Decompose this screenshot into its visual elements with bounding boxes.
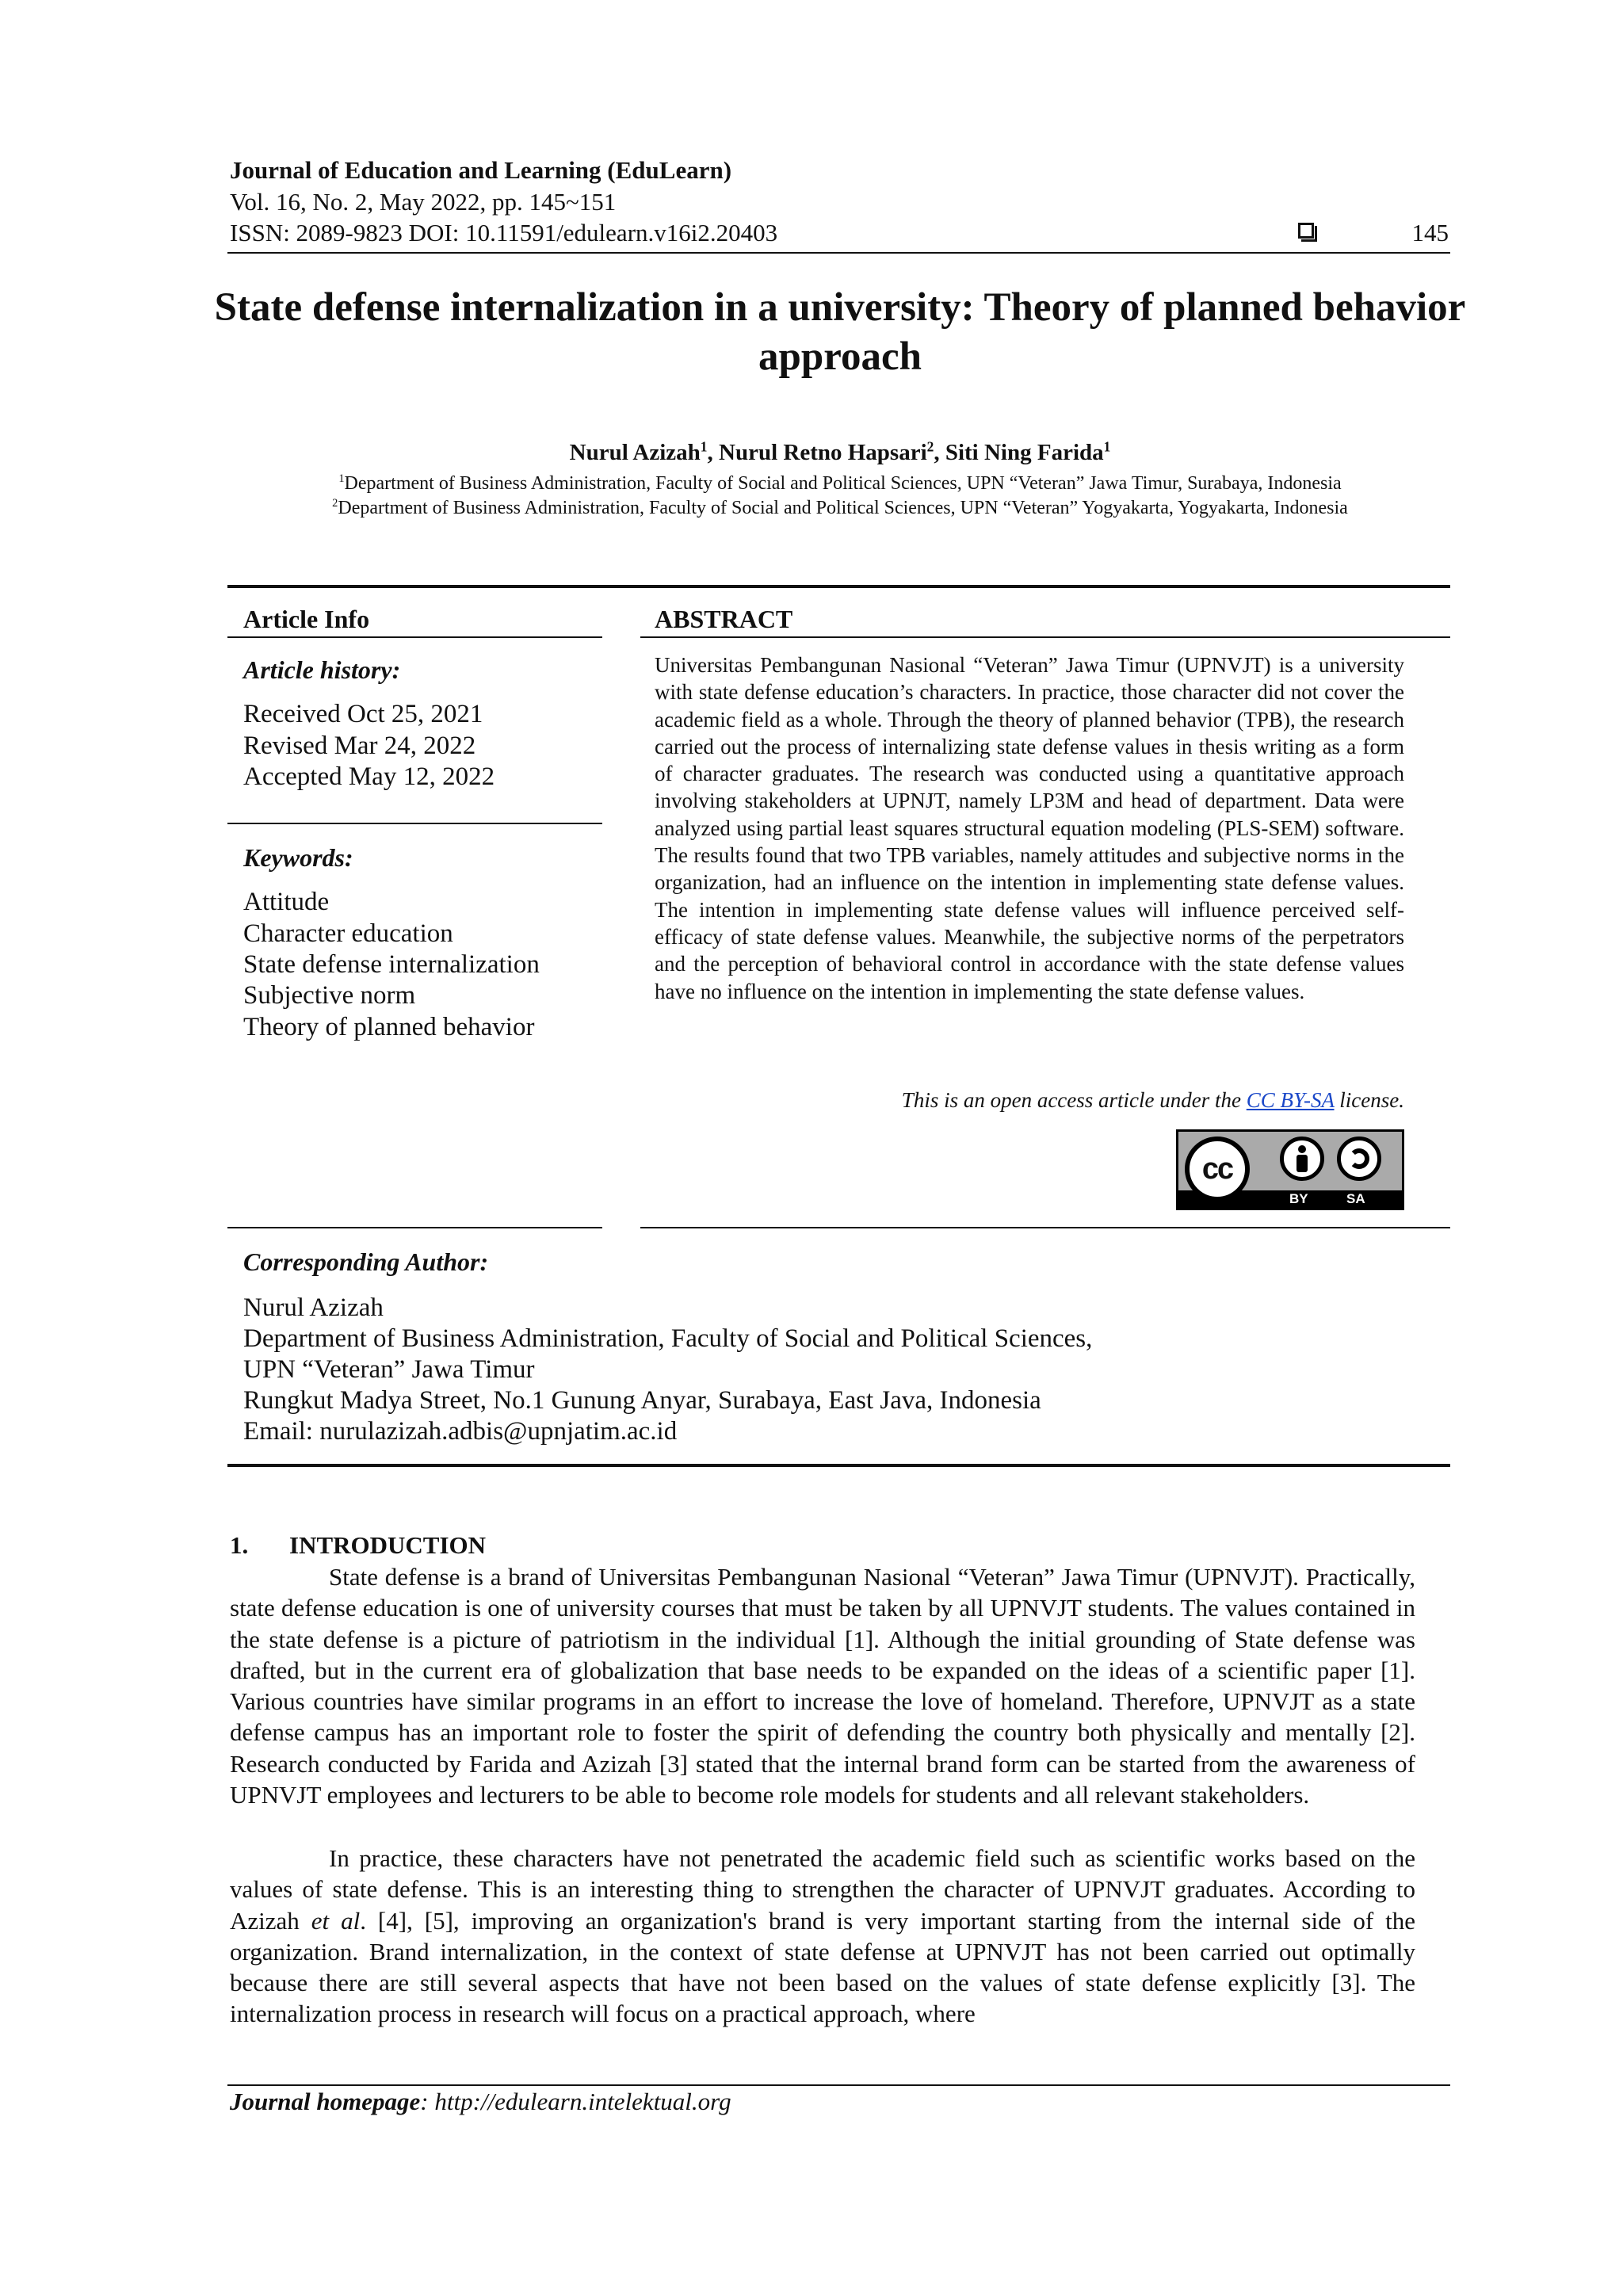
cc-icon: cc [1185, 1137, 1250, 1201]
corresponding-author-email: Email: nurulazizah.adbis@upnjatim.ac.id [243, 1417, 678, 1446]
keywords-rule [227, 823, 602, 824]
homepage-label: Journal homepage [230, 2088, 421, 2115]
paragraph-text: In practice, these characters have not penetrated the academic field such as scientific works based on the values of state defense. This is an interesting thing to strengthen the character of UPNVJT graduates. According to Azizah [230, 1844, 1415, 1935]
affiliation-marker: 1 [338, 472, 345, 485]
section-heading [230, 1531, 486, 1560]
affiliation-text: Department of Business Administration, Faculty of Social and Political Sciences, UPN “Veteran” Yogyakarta, Yogyakarta, Indonesia [338, 498, 1348, 518]
paragraph-text: . [4], [5], improving an organization's brand is very important starting from the internal side of the organization. Brand internalization, in the context of state defense at UPNVJT has not been carried out optimally because there are still several aspects that have not been based on the values of state defense explicitly [3]. The internalization process in research will focus on a practical approach, where [230, 1906, 1415, 2028]
paper-title: State defense internalization in a university: Theory of planned behavior approach [214, 285, 1466, 379]
article-info-rule [227, 636, 602, 638]
attribution-icon [1280, 1137, 1324, 1181]
keywords-label: Keywords: [243, 843, 353, 872]
affiliation-text: Department of Business Administration, Faculty of Social and Political Sciences, UPN “Veteran” Jawa Timur, Surabaya, Indonesia [344, 473, 1342, 494]
keyword: Character education [243, 919, 453, 948]
journal-volume: Vol. 16, No. 2, May 2022, pp. 145~151 [230, 188, 617, 216]
abstract-heading: ABSTRACT [655, 605, 793, 633]
page-number: 145 [1411, 219, 1449, 246]
article-info-bottom-rule [227, 1227, 602, 1228]
corresponding-author-label: Corresponding Author: [243, 1247, 489, 1276]
corresponding-author-name: Nurul Azizah [243, 1293, 384, 1322]
homepage-separator: : [420, 2088, 435, 2115]
author-affiliation-marker: 1 [1103, 438, 1111, 455]
info-top-rule [227, 585, 1450, 588]
share-alike-icon [1337, 1137, 1381, 1181]
keyword: Subjective norm [243, 981, 416, 1010]
keyword: State defense internalization [243, 950, 540, 979]
cc-by-sa-badge[interactable] [1176, 1129, 1404, 1210]
header-rule [227, 252, 1450, 254]
author-list [190, 440, 1490, 466]
keyword: Attitude [243, 888, 330, 916]
paragraph-italic-text: et al [311, 1906, 361, 1935]
history-revised: Revised Mar 24, 2022 [243, 732, 476, 760]
keyword: Theory of planned behavior [243, 1013, 535, 1041]
cc-by-label: BY [1289, 1191, 1308, 1206]
body-paragraph [230, 1843, 1415, 2030]
author-affiliation-marker: 2 [926, 438, 934, 455]
author-separator: , [934, 440, 945, 465]
journal-name: Journal of Education and Learning (EduLearn) [230, 156, 732, 184]
affiliation-marker: 2 [332, 497, 338, 510]
affiliation [190, 473, 1490, 495]
license-suffix: license. [1334, 1088, 1404, 1112]
corresponding-author-rule [227, 1464, 1450, 1467]
author-name: Nurul Azizah [569, 440, 701, 465]
license-prefix: This is an open access article under the [901, 1088, 1247, 1112]
corresponding-author-institution: UPN “Veteran” Jawa Timur [243, 1355, 535, 1384]
section-number: 1. [230, 1531, 249, 1559]
abstract-text: Universitas Pembangunan Nasional “Veteran” Jawa Timur (UPNVJT) is a university with state defense education’s characters. In practice, those character did not cover the academic field as a whole. Through the theory of planned behavior (TPB), the research carried out the process of internalizing state defense values in thesis writing as a form of character graduates. The research was conducted using a quantitative approach involving stakeholders at UPNJT, namely LP3M and head of department. Data were analyzed using partial least squares structural equation modeling (PLS-SEM) software. The results found that two TPB variables, namely attitudes and subjective norms in the organization, had an influence on the intention in implementing state defense values. The intention in implementing state defense values will influence perceived self-efficacy of state defense values. Meanwhile, the subjective norms of the perpetrators and the perception of behavioral control in accordance with the state defense values have no influence on the intention in implementing the state defense values. [655, 653, 1404, 1003]
affiliation [190, 498, 1490, 519]
abstract-rule [640, 636, 1450, 638]
page-box-icon [1298, 223, 1314, 239]
journal-homepage [230, 2088, 731, 2116]
body-paragraph: State defense is a brand of Universitas Pembangunan Nasional “Veteran” Jawa Timur (UPNVJT). Practically, state defense education is one of university courses that must be taken by all UPNVJT students. The values contained in the state defense is a picture of patriotism in the individual [1]. Although the initial grounding of State defense was drafted, but in the current era of globalization that base needs to be expanded on the ideas of a scientific paper [1]. Various countries have similar programs in an effort to increase the love of homeland. Therefore, UPNVJT as a state defense campus has an important role to foster the spirit of defending the country both physically and mentally [2]. Research conducted by Farida and Azizah [3] stated that the internal brand form can be started from the awareness of UPNVJT employees and lecturers to be able to become role models for students and all relevant stakeholders. [230, 1563, 1415, 1809]
history-received: Received Oct 25, 2021 [243, 700, 483, 728]
footer-rule [227, 2084, 1450, 2086]
homepage-url[interactable]: http://edulearn.intelektual.org [434, 2088, 731, 2115]
section-title: INTRODUCTION [289, 1531, 487, 1559]
article-history-label: Article history: [243, 655, 401, 684]
cc-sa-label: SA [1346, 1191, 1365, 1206]
author-separator: , [707, 440, 719, 465]
corresponding-author-address: Rungkut Madya Street, No.1 Gunung Anyar, Surabaya, East Java, Indonesia [243, 1386, 1041, 1415]
author-affiliation-marker: 1 [700, 438, 708, 455]
author-name: Nurul Retno Hapsari [719, 440, 927, 465]
article-info-heading: Article Info [243, 605, 370, 633]
corresponding-author-department: Department of Business Administration, Faculty of Social and Political Sciences, [243, 1324, 1093, 1353]
license-link[interactable]: CC BY-SA [1246, 1088, 1335, 1112]
abstract-bottom-rule [640, 1227, 1450, 1228]
author-name: Siti Ning Farida [945, 440, 1104, 465]
history-accepted: Accepted May 12, 2022 [243, 762, 495, 791]
license-statement [655, 1088, 1404, 1113]
journal-issn-doi: ISSN: 2089-9823 DOI: 10.11591/edulearn.v16i2.20403 [230, 219, 778, 246]
